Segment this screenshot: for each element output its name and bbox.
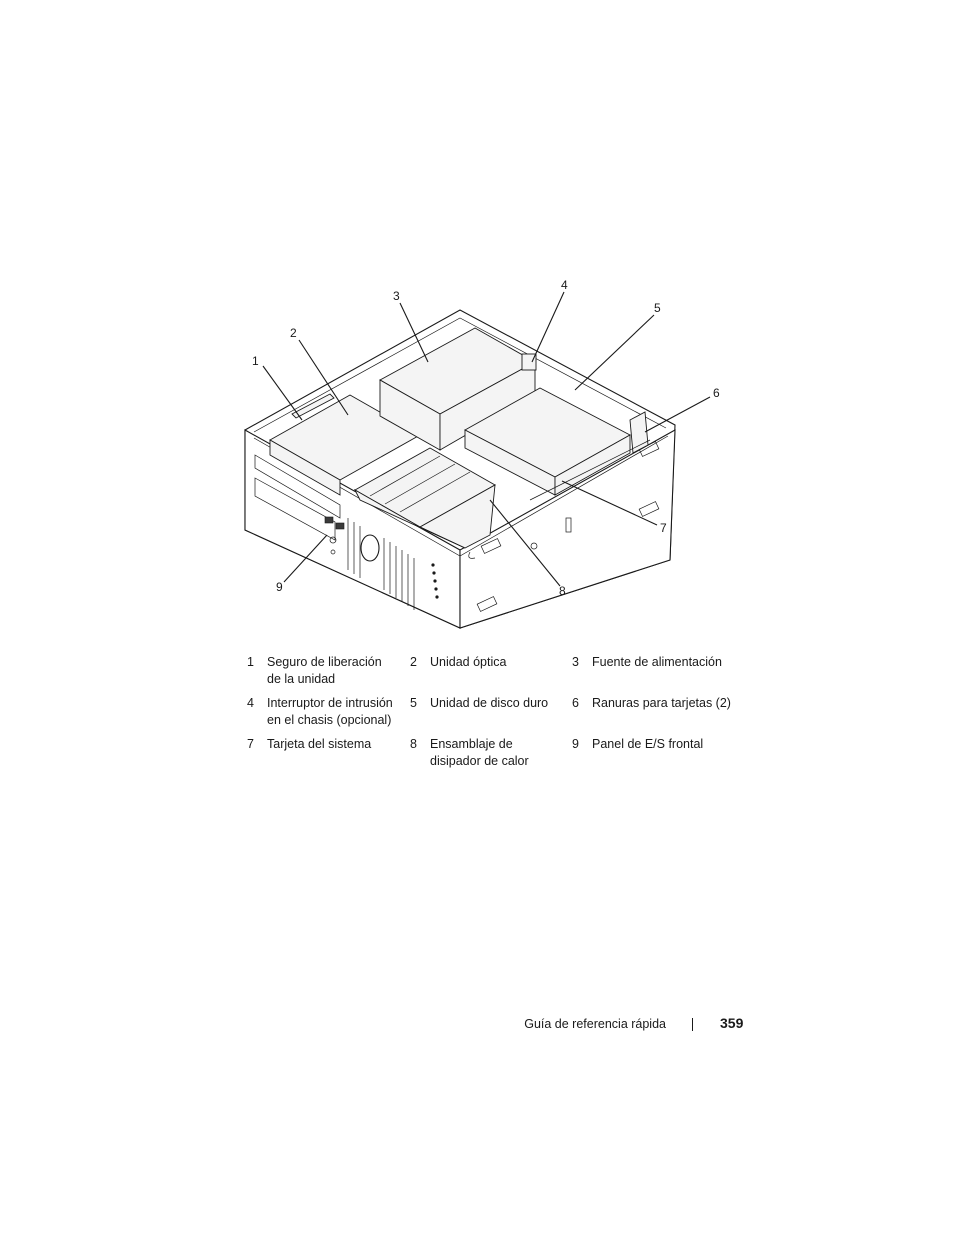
legend-item: [247, 736, 410, 770]
legend-num: 5: [410, 696, 417, 710]
legend-item: [572, 654, 747, 688]
callout-8: 8: [559, 584, 566, 598]
callout-3: 3: [393, 289, 400, 303]
legend-text: Panel de E/S frontal: [592, 737, 704, 751]
legend-num: 4: [247, 696, 254, 710]
callout-6: 6: [713, 386, 720, 400]
legend-text: Unidad de disco duro: [430, 696, 549, 710]
legend-num: 2: [410, 655, 417, 669]
legend-text: Ranuras para tarjetas (2): [592, 696, 731, 710]
legend-num: 3: [572, 655, 579, 669]
legend-item: [247, 654, 410, 688]
callout-7: 7: [660, 521, 667, 535]
callout-5: 5: [654, 301, 661, 315]
callout-1: 1: [252, 354, 259, 368]
legend-num: 9: [572, 737, 579, 751]
legend-item: [247, 695, 410, 729]
legend-text: Ensamblaje de disipador de calor: [430, 737, 529, 768]
legend-row: [247, 736, 747, 770]
legend-text: Tarjeta del sistema: [267, 737, 372, 751]
legend-num: 1: [247, 655, 254, 669]
legend-row: [247, 654, 747, 688]
legend-item: [572, 736, 747, 770]
legend-text: Seguro de liberación de la unidad: [267, 655, 382, 686]
computer-interior-illustration: [230, 270, 740, 640]
legend-item: [572, 695, 747, 729]
footer-title: Guía de referencia rápida: [524, 1017, 666, 1031]
legend-row: [247, 695, 747, 729]
legend-num: 7: [247, 737, 254, 751]
legend-text: Interruptor de intrusión en el chasis (opcional): [267, 696, 393, 727]
legend-num: 8: [410, 737, 417, 751]
legend-item: [410, 654, 572, 688]
page-footer: [0, 1015, 954, 1037]
callout-4: 4: [561, 278, 568, 292]
callout-9: 9: [276, 580, 283, 594]
legend-text: Fuente de alimentación: [592, 655, 722, 669]
page-number: 359: [720, 1015, 744, 1031]
figure-legend: [247, 654, 747, 777]
legend-item: [410, 695, 572, 729]
callout-2: 2: [290, 326, 297, 340]
legend-text: Unidad óptica: [430, 655, 507, 669]
legend-item: [410, 736, 572, 770]
legend-num: 6: [572, 696, 579, 710]
footer-separator: [692, 1018, 693, 1031]
